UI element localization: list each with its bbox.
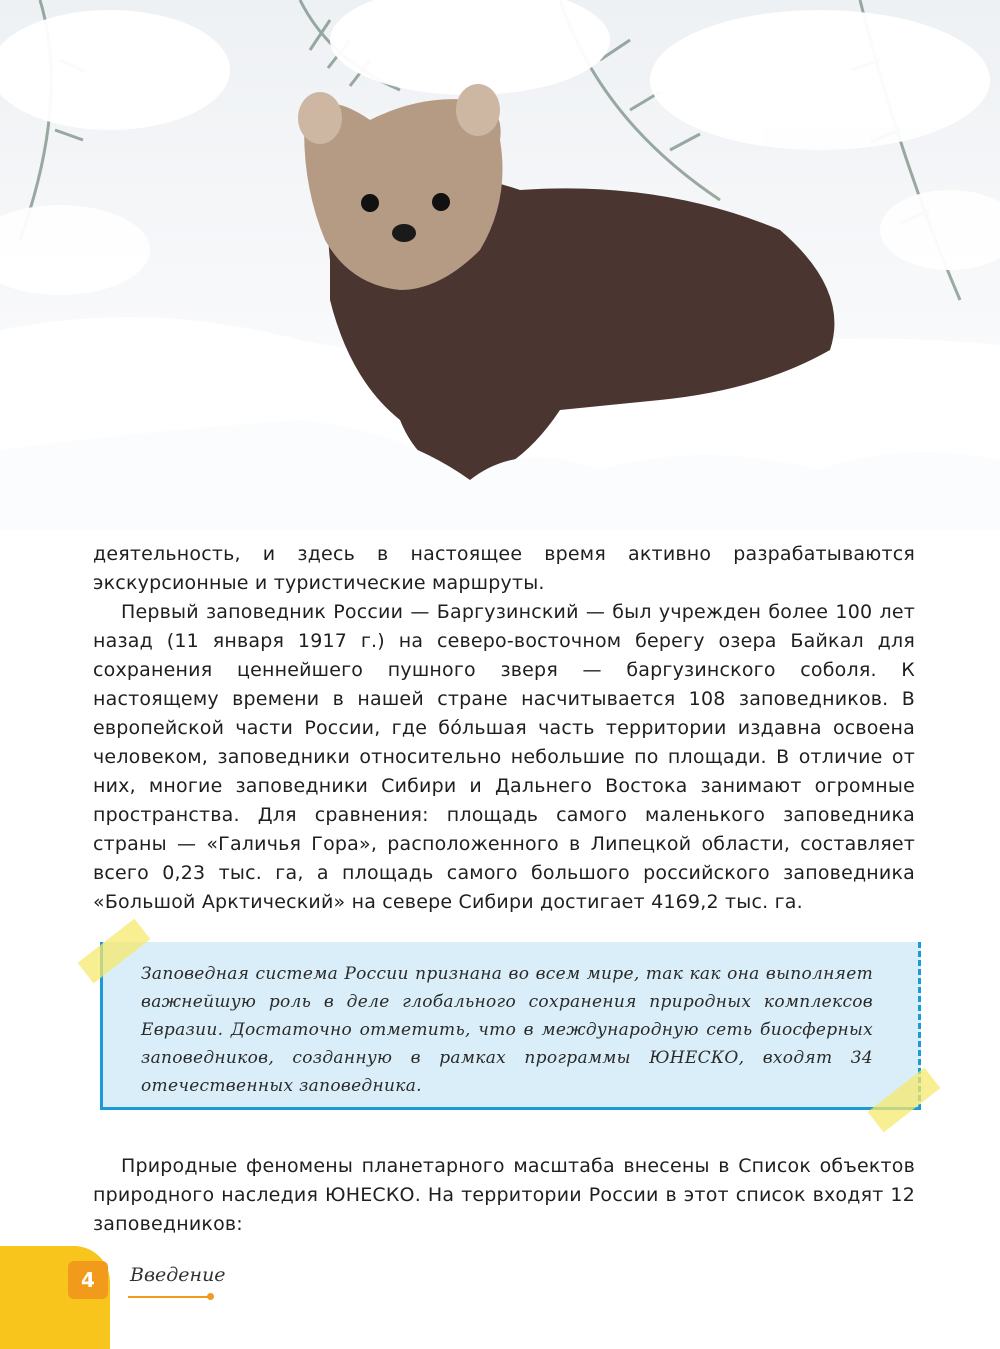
paragraph-2: Первый заповедник России — Баргузинский — был учрежден более 100 лет назад (11 января 1917 г.) на северо-восточном берегу озера Байкал для сохранения ценнейшего пушного зверя — баргузинского соболя. К настоящему времени в нашей стране насчитывается 108 заповедников. В европейской части России, где бóльшая часть территории издавна освоена человеком, заповедники относительно небольшие по площади. В отличие от них, многие заповедники Сибири и Дальнего Востока занимают огромные пространства. Для сравнения: площадь самого маленького заповедника страны — «Галичья Гора», расположенного в Липецкой области, составляет всего 0,23 тыс. га, а площадь самого большого российского заповедника «Большой Арктический» на севере Сибири достигает 4169,2 тыс. га.	[93, 601, 915, 913]
closing-paragraph: Природные феномены планетарного масштаба внесены в Список объектов природного наследия ЮНЕСКО. На территории России в этот список входят 12 заповедников:	[93, 1155, 915, 1235]
section-underline-dot	[207, 1293, 214, 1300]
paragraph-1: деятельность, и здесь в настоящее время активно разрабатываются экскурсионные и туристические маршруты.	[93, 543, 915, 594]
sable-photo	[0, 0, 1000, 530]
note-text: Заповедная система России признана во всем мире, так как она выполняет важнейшую роль в деле глобального сохранения природных комплексов Евразии. Достаточно отметить, что в международную сеть биосферных заповедников, созданную в рамках программы ЮНЕСКО, входят 34 отечественных заповедника.	[141, 964, 873, 1096]
body-text-top	[93, 540, 915, 917]
section-title: Введение	[130, 1264, 226, 1286]
section-underline	[128, 1296, 210, 1298]
page-number: 4	[68, 1261, 108, 1299]
note-box	[100, 942, 921, 1110]
sable-illustration	[0, 0, 1000, 530]
note-callout	[78, 922, 933, 1132]
